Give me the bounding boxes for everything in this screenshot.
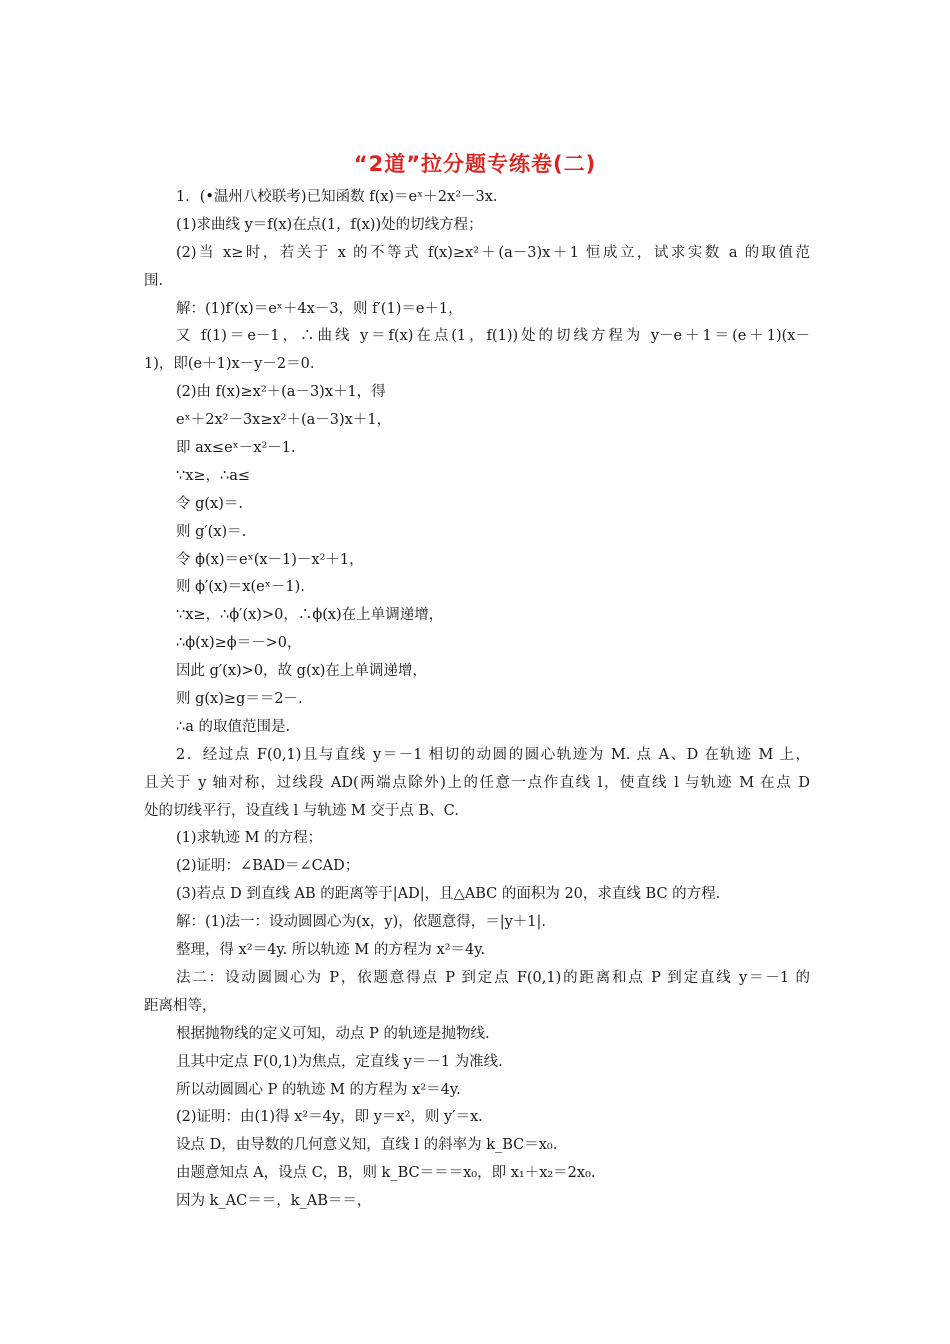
text-line: 因此 g′(x)>0，故 g(x)在上单调递增，: [176, 663, 427, 680]
text-line: (3)若点 D 到直线 AB 的距离等于|AD|，且△ABC 的面积为 20，求直线 BC 的方程.: [176, 886, 721, 903]
text-line: 又 f(1)＝e－1，∴曲线 y＝f(x)在点(1，f(1))处的切线方程为 y－e＋1＝(e＋1)(x－: [176, 328, 810, 345]
text-line: 整理，得 x²＝4y. 所以轨迹 M 的方程为 x²＝4y.: [176, 942, 486, 959]
text-line: 且关于 y 轴对称，过线段 AD(两端点除外)上的任意一点作直线 l，使直线 l 与轨迹 M 在点 D: [144, 774, 810, 791]
text-line: 即 ax≤eˣ－x²－1.: [176, 440, 296, 457]
text-line: 令 g(x)＝.: [176, 495, 243, 512]
text-line: ∵x≥，∴ϕ′(x)>0，∴ϕ(x)在上单调递增，: [176, 607, 444, 624]
text-line: 且其中定点 F(0,1)为焦点，定直线 y＝－1 为准线.: [176, 1053, 503, 1070]
text-line: ∴ϕ(x)≥ϕ＝－>0，: [176, 635, 302, 652]
text-line: 解：(1)f′(x)＝eˣ＋4x－3，则 f′(1)＝e＋1，: [176, 300, 463, 317]
text-line: (1)求曲线 y＝f(x)在点(1，f(x))处的切线方程；: [176, 216, 483, 233]
document-body: [144, 184, 810, 1216]
text-line: 则 ϕ′(x)＝x(eˣ－1).: [176, 579, 305, 596]
text-line: 处的切线平行，设直线 l 与轨迹 M 交于点 B、C.: [144, 802, 459, 819]
text-line: (2)证明：∠BAD＝∠CAD；: [176, 858, 360, 875]
text-line: 法二：设动圆圆心为 P，依题意得点 P 到定点 F(0,1)的距离和点 P 到定直线 y＝－1 的: [176, 969, 810, 986]
text-line: 围.: [144, 272, 164, 289]
text-line: 因为 k_AC＝＝，k_AB＝＝，: [176, 1193, 372, 1210]
text-line: 根据抛物线的定义可知，动点 P 的轨迹是抛物线.: [176, 1025, 490, 1042]
text-line: 设点 D，由导数的几何意义知，直线 l 的斜率为 k_BC＝x₀.: [176, 1137, 558, 1154]
text-line: (2)由 f(x)≥x²＋(a－3)x＋1，得: [176, 384, 386, 401]
text-line: 距离相等，: [144, 997, 217, 1014]
text-line: 由题意知点 A，设点 C，B，则 k_BC＝＝＝x₀，即 x₁＋x₂＝2x₀.: [176, 1165, 596, 1182]
text-line: (1)求轨迹 M 的方程；: [176, 830, 323, 847]
text-line: ∴a 的取值范围是.: [176, 718, 291, 735]
text-line: 令 ϕ(x)＝eˣ(x－1)－x²＋1，: [176, 551, 364, 568]
text-line: (2)证明：由(1)得 x²＝4y，即 y＝x²，则 y′＝x.: [176, 1109, 483, 1126]
document-title: “2道”拉分题专练卷(二): [353, 152, 597, 176]
text-line: 解：(1)法一：设动圆圆心为(x，y)，依题意得，＝|y＋1|.: [176, 914, 547, 931]
text-line: 所以动圆圆心 P 的轨迹 M 的方程为 x²＝4y.: [176, 1081, 461, 1098]
text-line: (2)当 x≥时，若关于 x 的不等式 f(x)≥x²＋(a－3)x＋1 恒成立，试求实数 a 的取值范: [176, 244, 810, 261]
text-line: 2．经过点 F(0,1)且与直线 y＝－1 相切的动圆的圆心轨迹为 M. 点 A、D 在轨迹 M 上，: [176, 746, 810, 763]
text-line: 1．(•温州八校联考)已知函数 f(x)＝eˣ＋2x²－3x.: [176, 189, 498, 205]
text-line: 则 g′(x)＝.: [176, 523, 247, 540]
text-line: 则 g(x)≥g＝＝2－.: [176, 691, 303, 708]
text-line: eˣ＋2x²－3x≥x²＋(a－3)x＋1，: [176, 412, 392, 429]
text-line: ∵x≥，∴a≤: [176, 467, 251, 484]
text-line: 1)，即(e＋1)x－y－2＝0.: [144, 356, 315, 373]
